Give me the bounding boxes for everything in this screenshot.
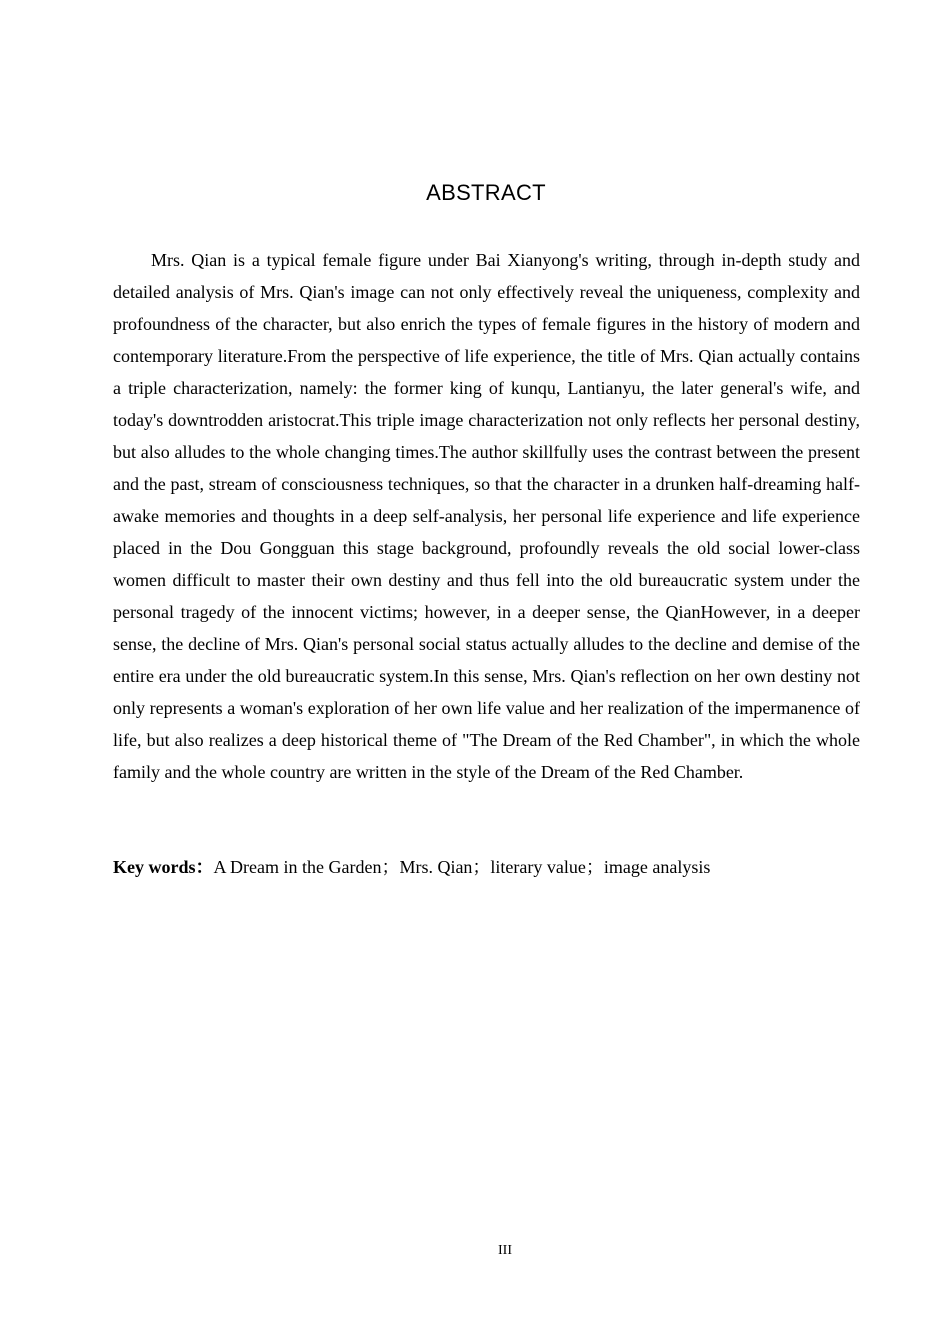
abstract-title: ABSTRACT [426,180,546,205]
abstract-body: Mrs. Qian is a typical female figure under Bai Xianyong's writing, through in-depth study and detailed analysis of Mrs. Qian's image can not only effectively reveal the uniqueness, complexity and profoundness of the character, but also enrich the types of female figures in the history of modern and contemporary literature.From the perspective of life experience, the title of Mrs. Qian actually contains a triple characterization, namely: the former king of kunqu, Lantianyu, the later general's wife, and today's downtrodden aristocrat.This triple image characterization not only reflects her personal destiny, but also alludes to the whole changing times.The author skillfully uses the contrast between the present and the past, stream of consciousness techniques, so that the character in a drunken half-dreaming half-awake memories and thoughts in a deep self-analysis, her personal life experience and life experience placed in the Dou Gongguan this stage background, profoundly reveals the old social lower-class women difficult to master their own destiny and thus fell into the old bureaucratic system under the personal tragedy of the innocent victims; however, in a deeper sense, the QianHowever, in a deeper sense, the decline of Mrs. Qian's personal social status actually alludes to the decline and demise of the entire era under the old bureaucratic system.In this sense, Mrs. Qian's reflection on her own destiny not only represents a woman's exploration of her own life value and her realization of the impermanence of life, but also realizes a deep historical theme of "The Dream of the Red Chamber", in which the whole family and the whole country are written in the style of the Dream of the Red Chamber. [113,250,860,782]
page-number: III [498,1243,512,1258]
keywords-label: Key words： [113,857,214,877]
keywords-text: A Dream in the Garden；Mrs. Qian；literary value；image analysis [213,857,711,877]
keywords-line [113,851,860,883]
